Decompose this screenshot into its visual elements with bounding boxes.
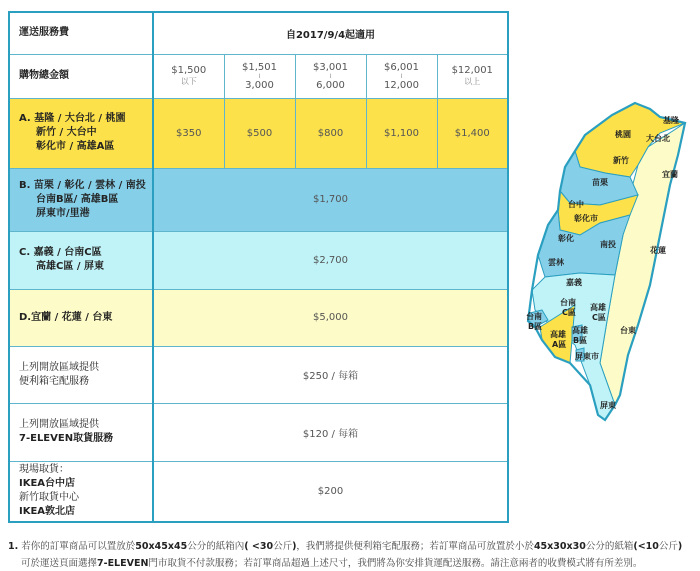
zone-d-price: $5,000 xyxy=(153,289,508,346)
store-pickup-price: $200 xyxy=(153,461,508,522)
amount-row xyxy=(9,54,508,98)
store-pickup-label: 現場取貨： IKEA台中店 新竹取貨中心 IKEA敦北店 xyxy=(9,461,153,522)
map-label-changhua: 彰化 xyxy=(558,234,574,243)
map-label-pingtung-city: 屏東市 xyxy=(575,352,599,361)
seven-eleven-price: $120 / 每箱 xyxy=(153,403,508,461)
map-label-yilan: 宜蘭 xyxy=(662,170,678,179)
map-label-taichung: 台中 xyxy=(568,200,584,209)
home-delivery-price: $250 / 每箱 xyxy=(153,346,508,403)
zone-a-price-5: $1,400 xyxy=(437,98,508,168)
taiwan-zone-map xyxy=(520,95,700,445)
map-label-kaohsiung-a-zone: A區 xyxy=(552,340,567,349)
amount-range-1: $1,500 以下 xyxy=(153,54,224,98)
zone-c-label: C. 嘉義 / 台南C區 高雄C區 / 屏東 xyxy=(9,231,153,289)
zone-a-price-4: $1,100 xyxy=(366,98,437,168)
zone-d-label: D.宜蘭 / 花蓮 / 台東 xyxy=(9,289,153,346)
footnote-line-1: 1. 若你的訂單商品可以置放於50x45x45公分的紙箱內( <30公斤)，我們將提供便利箱宅配服務；若訂單商品可放置於小於45x30x30公分的紙箱(<10公斤) xyxy=(8,541,683,552)
map-label-taitung: 台東 xyxy=(620,326,636,335)
zone-c-price: $2,700 xyxy=(153,231,508,289)
zone-c-row xyxy=(9,231,508,289)
zone-a-price-2: $500 xyxy=(224,98,295,168)
map-label-kaohsiung-c-zone: C區 xyxy=(592,313,606,322)
amount-range-5: $12,001 以上 xyxy=(437,54,508,98)
footnote-line-2: 可於運送頁面選擇7-ELEVEN門市取貨不付款服務；若訂單商品超過上述尺寸，我們將為你安排貨運配送服務。請注意兩者的收費模式將有所差別。 xyxy=(21,558,643,569)
amount-range-3: $3,001 ≀ 6,000 xyxy=(295,54,366,98)
shipping-fee-table xyxy=(8,11,509,523)
map-label-nantou: 南投 xyxy=(600,240,616,249)
zone-a-price-1: $350 xyxy=(153,98,224,168)
map-label-tainan-b-zone: B區 xyxy=(528,322,543,331)
map-label-miaoli: 苗栗 xyxy=(592,178,608,187)
seven-eleven-row xyxy=(9,403,508,461)
home-delivery-label: 上列開放區域提供 便利箱宅配服務 xyxy=(9,346,153,403)
zone-a-row xyxy=(9,98,508,168)
store-pickup-row xyxy=(9,461,508,522)
map-label-kaohsiung-b: 高雄 xyxy=(572,326,588,335)
map-label-keelung: 基隆 xyxy=(663,116,679,125)
map-label-taipei: 大台北 xyxy=(646,134,670,143)
amount-label: 購物總金額 xyxy=(9,54,153,98)
effective-date: 自2017/9/4起適用 xyxy=(153,12,508,54)
map-label-yunlin: 雲林 xyxy=(548,258,564,267)
amount-range-2: $1,501 ≀ 3,000 xyxy=(224,54,295,98)
header-row xyxy=(9,12,508,54)
map-label-hualien: 花蓮 xyxy=(650,246,666,255)
zone-d-row xyxy=(9,289,508,346)
map-label-tainan-c-zone: C區 xyxy=(562,308,576,317)
map-label-pingtung: 屏東 xyxy=(600,401,616,410)
map-label-changhua-city: 彰化市 xyxy=(574,214,598,223)
zone-b-row xyxy=(9,168,508,231)
home-delivery-row xyxy=(9,346,508,403)
map-zone-c xyxy=(532,273,615,420)
zone-a-price-3: $800 xyxy=(295,98,366,168)
map-label-hsinchu: 新竹 xyxy=(613,156,629,165)
map-label-kaohsiung-a: 高雄 xyxy=(550,330,566,339)
zone-b-price: $1,700 xyxy=(153,168,508,231)
map-label-tainan-c: 台南 xyxy=(560,298,576,307)
amount-range-4: $6,001 ≀ 12,000 xyxy=(366,54,437,98)
map-label-tainan-b: 台南 xyxy=(526,312,542,321)
seven-eleven-label: 上列開放區域提供 7-ELEVEN取貨服務 xyxy=(9,403,153,461)
zone-b-label: B. 苗栗 / 彰化 / 雲林 / 南投 台南B區/ 高雄B區 屏東市/里港 xyxy=(9,168,153,231)
shipping-fee-label: 運送服務費 xyxy=(9,12,153,54)
map-label-kaohsiung-c: 高雄 xyxy=(590,303,606,312)
map-label-taoyuan: 桃園 xyxy=(615,130,631,139)
map-label-chiayi: 嘉義 xyxy=(566,278,582,287)
zone-a-label: A. 基隆 / 大台北 / 桃園 新竹 / 大台中 彰化市 / 高雄A區 xyxy=(9,98,153,168)
map-label-kaohsiung-b-zone: B區 xyxy=(573,336,588,345)
